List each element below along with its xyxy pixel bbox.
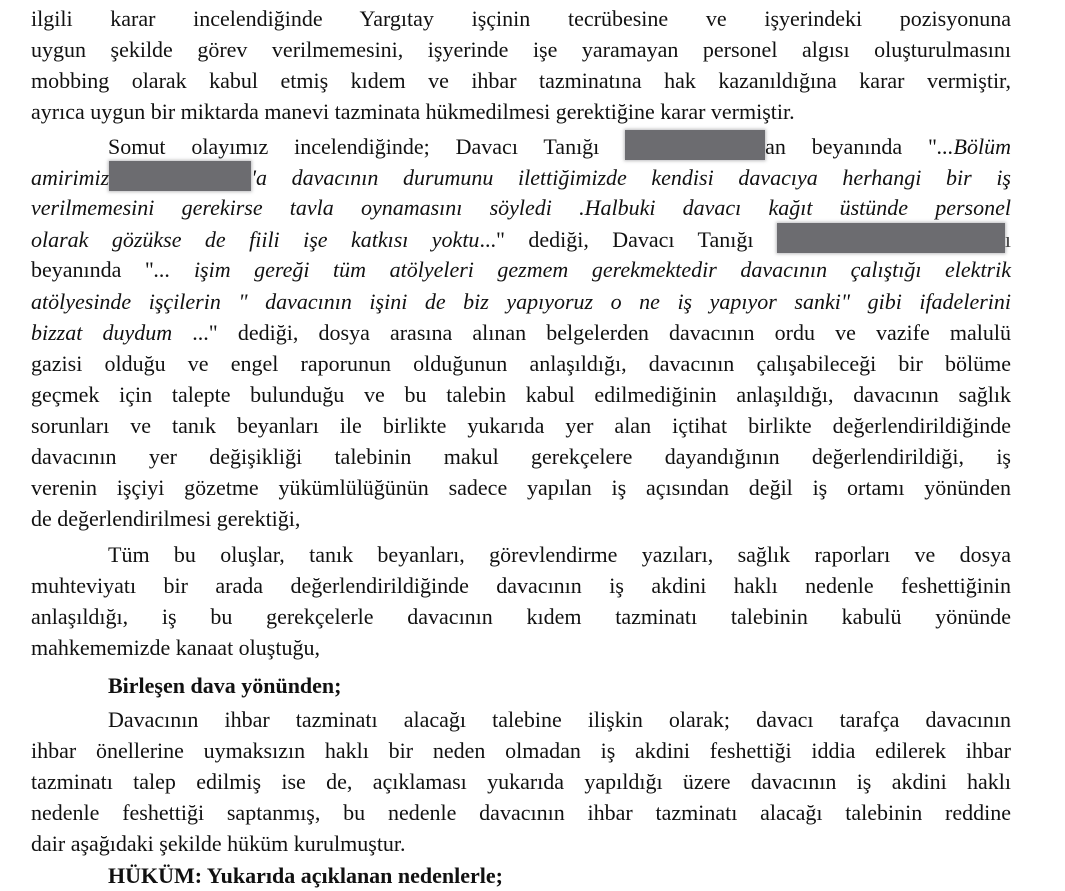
redaction-box: [109, 161, 251, 191]
italic-quote: verilmemesini gerekirse tavla oynamasını söyledi .Halbuki davacı kağıt üstünde personel: [31, 195, 1011, 220]
text-run: ..." dediği, Davacı Tanığı: [479, 227, 777, 252]
text-line: dair aşağıdaki şekilde hüküm kurulmuştur.: [31, 831, 406, 856]
text-run: ı: [1004, 227, 1011, 252]
text-line: [108, 130, 1011, 162]
text-line: nedenle feshettiği saptanmış, bu nedenle davacının ihbar tazminatı alacağı talebinin reddine: [31, 800, 1011, 825]
text-line: sorunları ve tanık beyanları ile birlikte yukarıda yer alan içtihat birlikte değerlendirildiğinde: [31, 413, 1011, 438]
text-line: mobbing olarak kabul etmiş kıdem ve ihbar tazminatına hak kazanıldığına karar vermiştir,: [31, 68, 1011, 93]
text-line: [31, 192, 1011, 223]
text-line: ilgili karar incelendiğinde Yargıtay işçinin tecrübesine ve işyerindeki pozisyonuna: [31, 6, 1011, 31]
text-line: [31, 223, 1011, 255]
italic-quote: ... işim gereği tüm atölyeleri gezmem gerekmektedir davacının çalıştığı elektrik: [153, 257, 1011, 282]
text-line: geçmek için talepte bulunduğu ve bu talebin kabul edilmediğinin anlaşıldığı, davacının sağlık: [31, 382, 1011, 407]
text-run: beyanında ": [31, 257, 154, 282]
redaction-box: [777, 223, 1005, 253]
text-line: ihbar önellerine uymaksızın haklı bir neden olmadan iş akdini feshettiği iddia edilerek ihbar: [31, 738, 1011, 763]
text-line: verenin işçiyi gözetme yükümlülüğünün sadece yapılan iş açısından değil iş ortamı yönünden: [31, 475, 1011, 500]
section-heading: Birleşen dava yönünden;: [108, 673, 342, 698]
text-line: davacının yer değişikliği talebinin makul gerekçelere dayandığının değerlendirildiği, iş: [31, 444, 1011, 469]
text-line: [31, 161, 1011, 193]
italic-quote: atölyesinde işçilerin " davacının işini de biz yapıyoruz o ne iş yapıyor sanki" gibi ifadelerini: [31, 289, 1011, 314]
text-line: [31, 317, 1011, 348]
italic-quote: bizzat duydum: [31, 320, 173, 345]
text-run: ..." dediği, dosya arasına alınan belgelerden davacının ordu ve vazife malulü: [172, 320, 1011, 345]
italic-quote: 'a davacının durumunu ilettiğimizde kendisi davacıya herhangi bir iş: [251, 165, 1011, 190]
redaction-box: [625, 130, 765, 160]
italic-quote: olarak gözükse de fiili işe katkısı yoktu: [31, 227, 480, 252]
text-line: muhteviyatı bir arada değerlendirildiğinde davacının iş akdini haklı nedenle feshettiğinin: [31, 573, 1011, 598]
text-line: gazisi olduğu ve engel raporunun olduğunun anlaşıldığı, davacının çalışabileceği bir bölüme: [31, 351, 1011, 376]
text-run: an beyanında ": [765, 134, 938, 159]
italic-quote: ...Bölüm: [937, 134, 1011, 159]
verdict-heading: HÜKÜM: Yukarıda açıklanan nedenlerle;: [108, 863, 504, 888]
text-line: tazminatı talep edilmiş ise de, açıklaması yukarıda yapıldığı üzere davacının iş akdini haklı: [31, 769, 1011, 794]
text-run: Somut olayımız incelendiğinde; Davacı Tanığı: [108, 134, 626, 159]
text-line: Davacının ihbar tazminatı alacağı talebine ilişkin olarak; davacı tarafça davacının: [108, 707, 1011, 732]
text-line: de değerlendirilmesi gerektiği,: [31, 506, 301, 531]
italic-quote: amirimiz: [31, 165, 110, 190]
text-line: ayrıca uygun bir miktarda manevi tazminata hükmedilmesi gerektiğine karar vermiştir.: [31, 99, 795, 124]
text-line: anlaşıldığı, iş bu gerekçelerle davacının kıdem tazminatı talebinin kabulü yönünde: [31, 604, 1011, 629]
text-line: [31, 286, 1011, 317]
text-line: uygun şekilde görev verilmemesini, işyerinde işe yaramayan personel algısı oluşturulmasını: [31, 37, 1011, 62]
text-line: [31, 254, 1011, 285]
text-line: Tüm bu oluşlar, tanık beyanları, görevlendirme yazıları, sağlık raporları ve dosya: [108, 542, 1011, 567]
text-line: mahkememizde kanaat oluştuğu,: [31, 635, 320, 660]
